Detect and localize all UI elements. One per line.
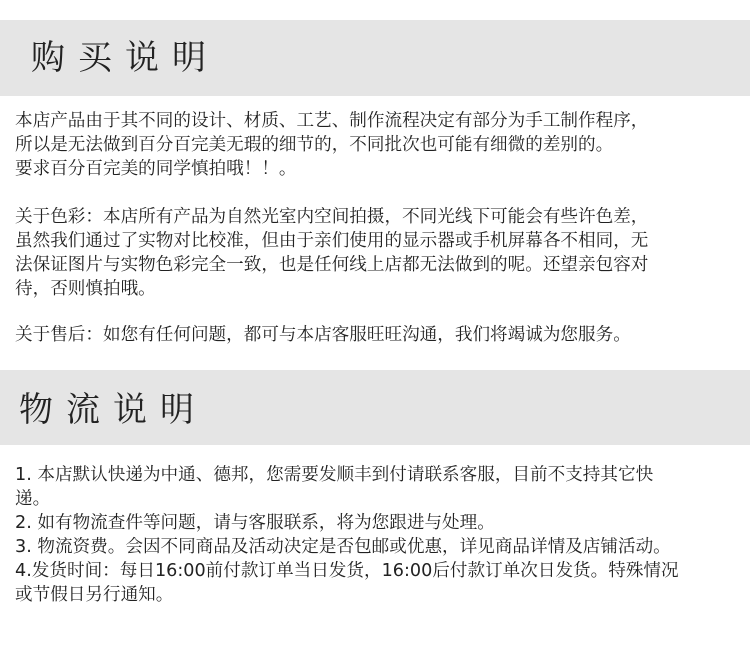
logistics-notes-title: 物流说明	[19, 390, 207, 430]
purchase-notes-title: 购买说明	[31, 38, 219, 78]
logistics-notes-list	[15, 463, 747, 607]
after-sales-paragraph: 关于售后：如您有任何问题，都可与本店客服旺旺沟通，我们将竭诚为您服务。	[15, 325, 631, 345]
handmade-notice-paragraph: 本店产品由于其不同的设计、材质、工艺、制作流程决定有部分为手工制作程序， 所以是无法做到百分百完美无瑕的细节的，不同批次也可能有细微的差别的。 要求百分百完美的同学慎拍哦！！。	[15, 111, 649, 179]
after-sales-notice	[15, 323, 747, 347]
logistics-notes-header	[0, 370, 750, 445]
purchase-notes-header	[0, 20, 750, 96]
purchase-notes-intro	[15, 109, 747, 181]
color-notice-paragraph: 关于色彩：本店所有产品为自然光室内空间拍摄，不同光线下可能会有些许色差， 虽然我们通过了实物对比校准，但由于亲们使用的显示器或手机屏幕各不相同，无 法保证图片与实物色彩完全一致，也是任何线上店都无法做到的呢。还望亲包容对 待，否则慎拍哦。	[15, 207, 649, 299]
color-notice	[15, 205, 747, 301]
logistics-notes-paragraph: 1. 本店默认快递为中通、德邦，您需要发顺丰到付请联系客服，目前不支持其它快 递。 2. 如有物流查件等问题，请与客服联系，将为您跟进与处理。 3. 物流资费。会因不同商品及活动决定是否包邮或优惠，详见商品详情及店铺活动。 4.发货时间：每日16:00前付款订单当日发货，16:00后付款订单次日发货。特殊情况 或节假日另行通知。	[15, 465, 679, 605]
